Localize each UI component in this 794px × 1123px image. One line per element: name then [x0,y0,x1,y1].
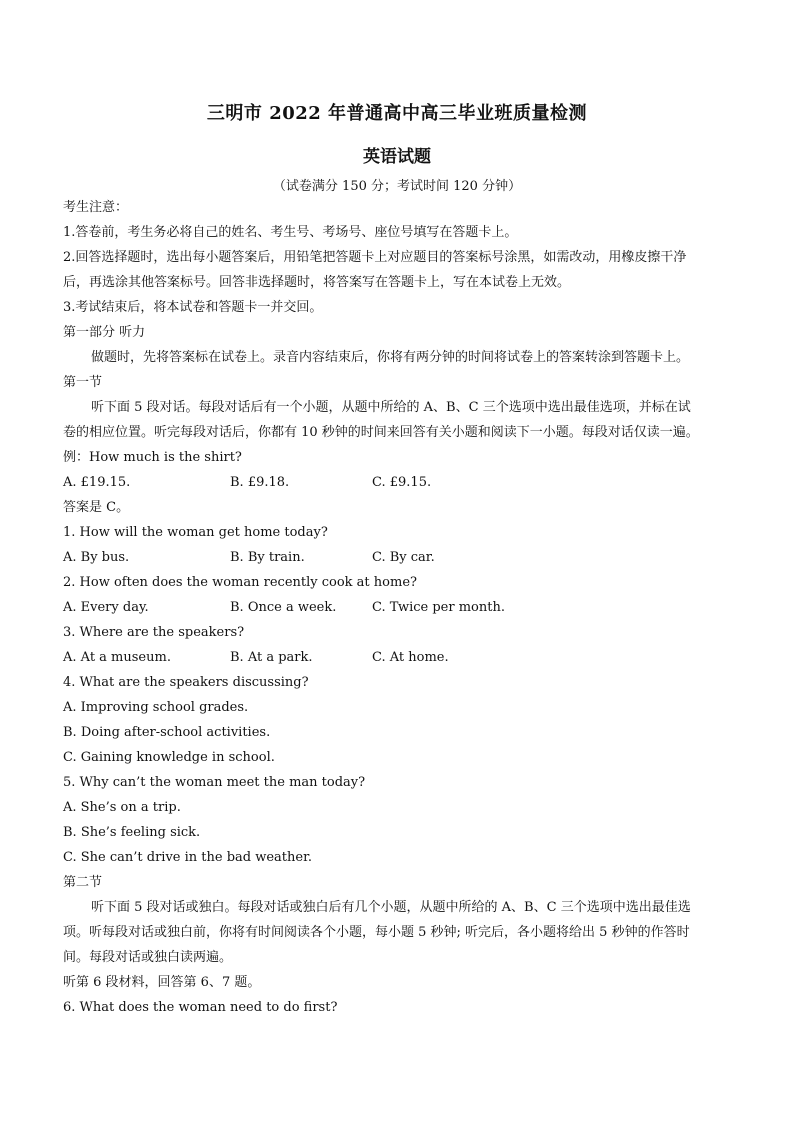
section2-instruction-line-3: 间。每段对话或独白读两遍。 [63,950,233,965]
exam-title: 三明市 2022 年普通高中高三毕业班质量检测 [206,103,588,124]
part1-intro: 做题时，先将答案标在试卷上。录音内容结束后，你将有两分钟的时间将试卷上的答案转涂到答题卡上。 [91,350,690,365]
question-3: 3. Where are the speakers? [63,625,245,640]
notice-item-2-line-2: 后，再选涂其他答案标号。回答非选择题时，将答案写在答题卡上，写在本试卷上无效。 [63,275,571,290]
question-4-option-b: B. Doing after-school activities. [63,725,271,740]
notice-item-3: 3.考试结束后，将本试卷和答题卡一并交回。 [63,300,323,315]
question-2: 2. How often does the woman recently cook at home? [63,575,417,590]
section2-instruction-line-2: 项。听每段对话或独白前，你将有时间阅读各个小题，每小题 5 秒钟; 听完后，各小题将给出 5 秒钟的作答时 [63,925,690,940]
question-5-option-a: A. She’s on a trip. [63,800,181,815]
question-3-option-b: B. At a park. [230,650,313,665]
example-answer: 答案是 C。 [63,500,130,515]
exam-subtitle: 英语试题 [363,147,431,167]
section1-instruction-line-1: 听下面 5 段对话。每段对话后有一个小题，从题中所给的 A、B、C 三个选项中选出最佳选项，并标在试 [91,400,691,415]
question-4-option-c: C. Gaining knowledge in school. [63,750,275,765]
question-4: 4. What are the speakers discussing? [63,675,309,690]
notice-item-1: 1.答卷前，考生务必将自己的姓名、考生号、考场号、座位号填写在答题卡上。 [63,225,518,240]
question-4-option-a: A. Improving school grades. [63,700,249,715]
question-1-option-b: B. By train. [230,550,305,565]
section1-instruction-line-2: 卷的相应位置。听完每段对话后，你都有 10 秒钟的时间来回答有关小题和阅读下一小题。每段对话仅读一遍。 [63,425,699,440]
section1-heading: 第一节 [63,375,103,390]
question-6: 6. What does the woman need to do first? [63,1000,338,1015]
question-5-option-b: B. She’s feeling sick. [63,825,201,840]
material-6-instruction: 听第 6 段材料，回答第 6、7 题。 [63,975,261,990]
notice-item-2-line-1: 2.回答选择题时，选出每小题答案后，用铅笔把答题卡上对应题目的答案标号涂黑，如需改动，用橡皮擦干净 [63,250,687,265]
notice-heading: 考生注意： [63,200,129,215]
part1-heading: 第一部分 听力 [63,325,146,340]
example-option-a: A. £19.15. [63,475,131,490]
exam-note: （试卷满分 150 分；考试时间 120 分钟） [272,179,522,194]
question-1: 1. How will the woman get home today? [63,525,328,540]
section2-heading: 第二节 [63,875,103,890]
question-3-option-c: C. At home. [372,650,449,665]
question-1-option-c: C. By car. [372,550,435,565]
question-2-option-c: C. Twice per month. [372,600,505,615]
question-2-option-b: B. Once a week. [230,600,337,615]
example-question: 例：How much is the shirt? [63,450,242,465]
question-3-option-a: A. At a museum. [63,650,171,665]
question-5: 5. Why can’t the woman meet the man today? [63,775,366,790]
question-2-option-a: A. Every day. [63,600,149,615]
example-option-b: B. £9.18. [230,475,290,490]
question-1-option-a: A. By bus. [63,550,130,565]
section2-instruction-line-1: 听下面 5 段对话或独白。每段对话或独白后有几个小题，从题中所给的 A、B、C 三个选项中选出最佳选 [91,900,691,915]
example-option-c: C. £9.15. [372,475,432,490]
question-5-option-c: C. She can’t drive in the bad weather. [63,850,312,865]
